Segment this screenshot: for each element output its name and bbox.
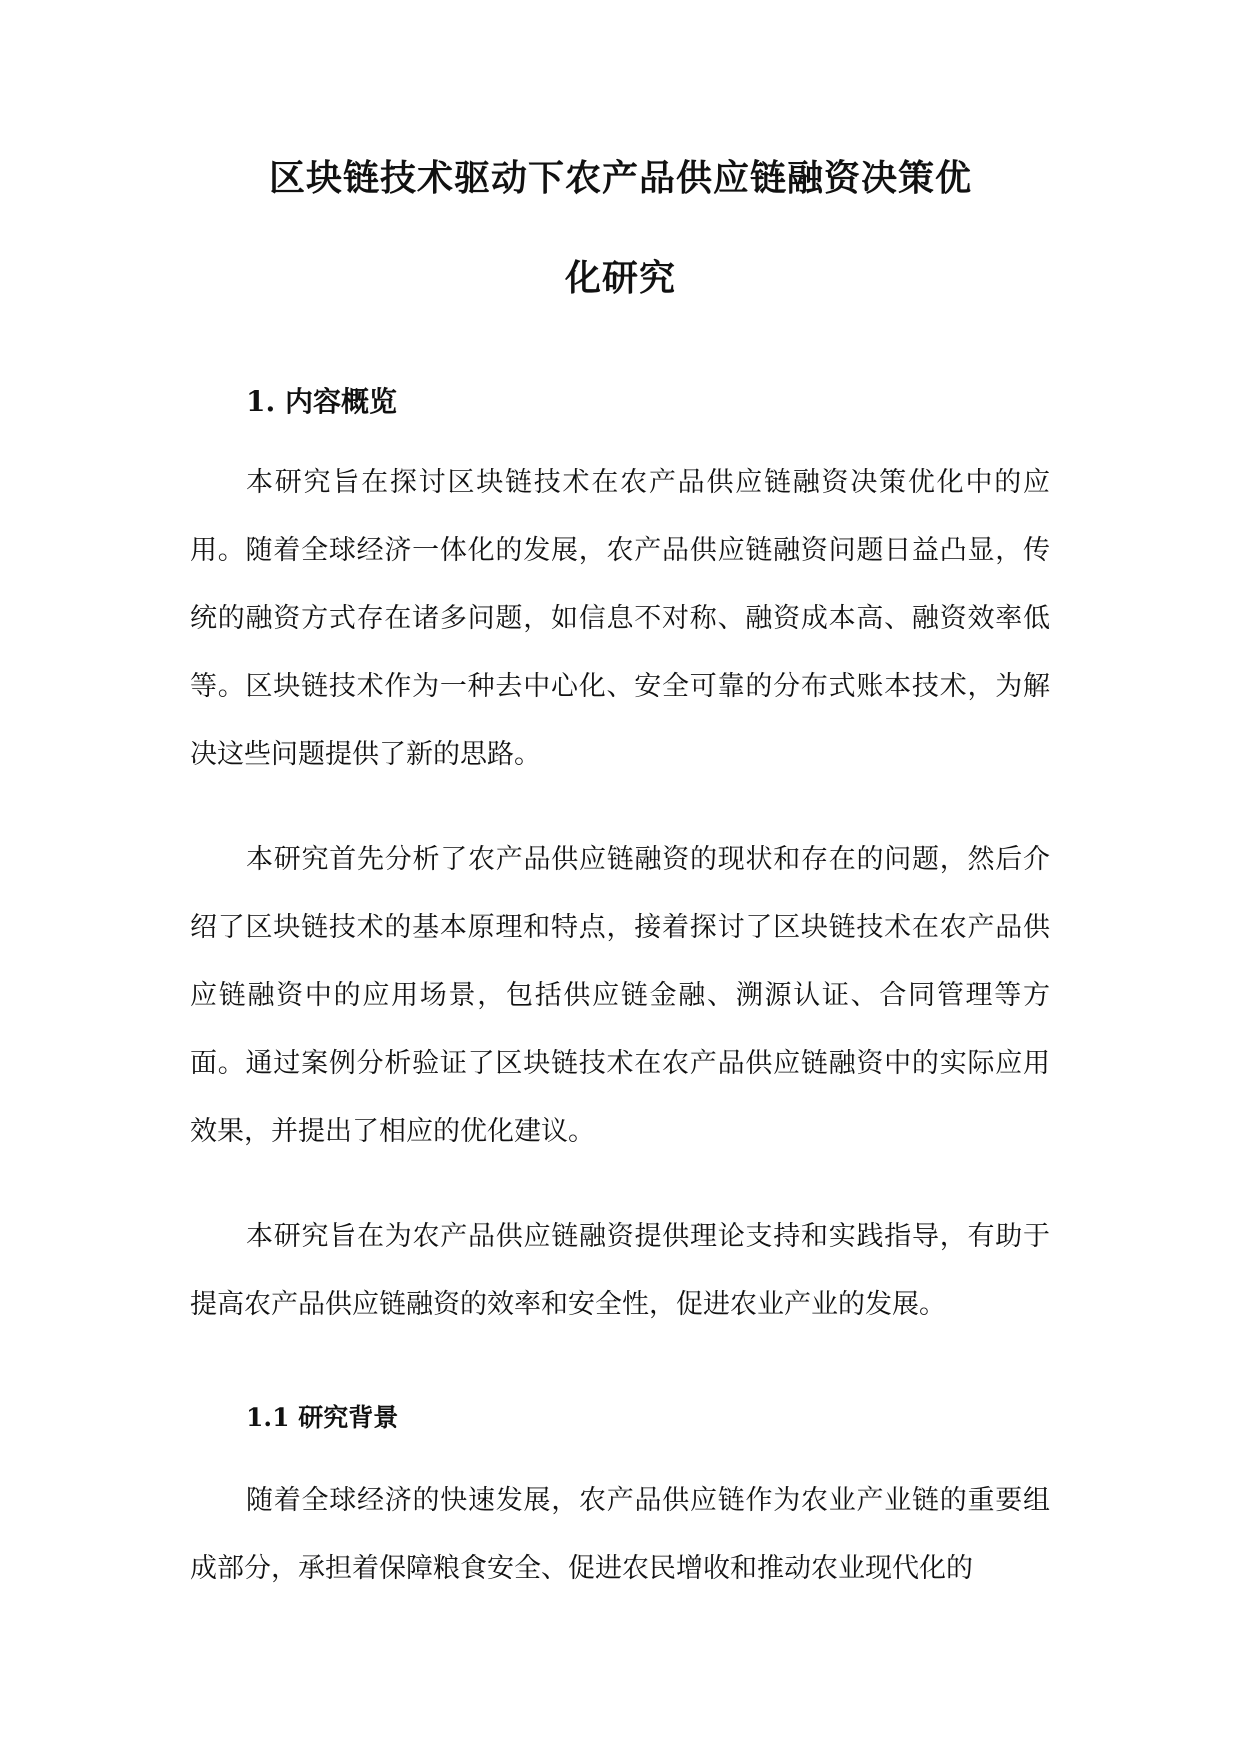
overview-paragraph-1: 本研究旨在探讨区块链技术在农产品供应链融资决策优化中的应用。随着全球经济一体化的发展，农产品供应链融资问题日益凸显，传统的融资方式存在诸多问题，如信息不对称、融资成本高、融资效率低等。区块链技术作为一种去中心化、安全可靠的分布式账本技术，为解决这些问题提供了新的思路。 [190,467,1050,770]
background-paragraph: 随着全球经济的快速发展，农产品供应链作为农业产业链的重要组成部分，承担着保障粮食安全、促进农民增收和推动农业现代化的 [190,1485,1050,1584]
section-heading-overview: 1. 内容概览 [246,385,397,418]
document-title-line1: 区块链技术驱动下农产品供应链融资决策优 [268,157,972,199]
document-title-line2: 化研究 [564,257,676,299]
overview-paragraph-2: 本研究首先分析了农产品供应链融资的现状和存在的问题，然后介绍了区块链技术的基本原理和特点，接着探讨了区块链技术在农产品供应链融资中的应用场景，包括供应链金融、溯源认证、合同管理等方面。通过案例分析验证了区块链技术在农产品供应链融资中的实际应用效果，并提出了相应的优化建议。 [190,844,1050,1147]
overview-paragraph-3: 本研究旨在为农产品供应链融资提供理论支持和实践指导，有助于提高农产品供应链融资的效率和安全性，促进农业产业的发展。 [190,1221,1050,1320]
section-heading-background: 1.1 研究背景 [246,1403,399,1432]
